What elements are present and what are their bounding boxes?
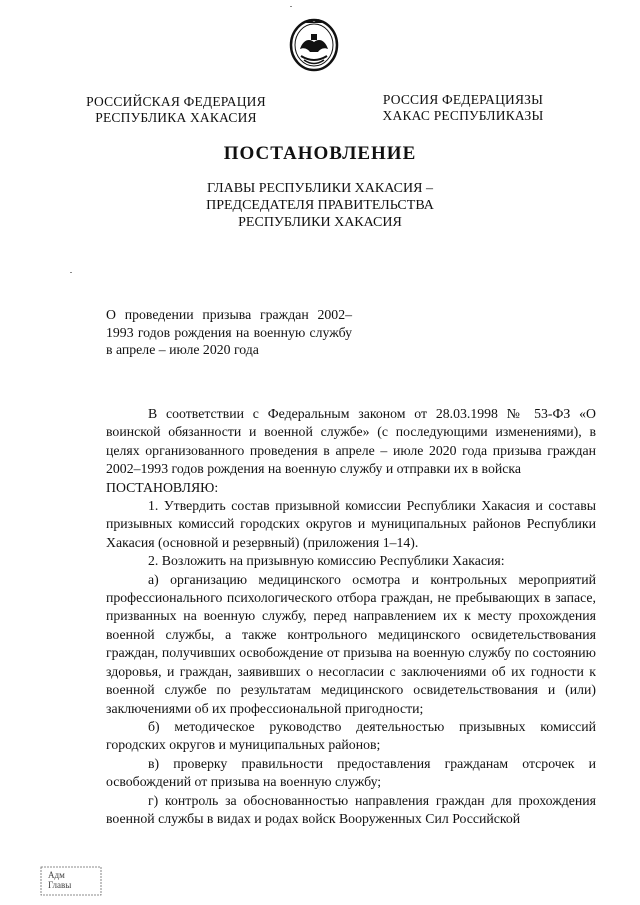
document-type-title: ПОСТАНОВЛЕНИЕ <box>223 143 417 164</box>
body-item-1: 1. Утвердить состав призывной комиссии Республики Хакасия и составы призывных комиссий городских округов и муниципальных районов Республики Хакасия (основной и резервный) (приложения 1–14). <box>106 498 596 550</box>
header-right-line-2: ХАКАС РЕСПУБЛИКАЗЫ <box>382 108 544 123</box>
body-item-2d: г) контроль за обоснованностью направления граждан для прохождения военной службы в видах и родах войск Вооруженных Сил Российской <box>106 792 596 826</box>
body-item-2b: б) методическое руководство деятельностью призывных комиссий городских округов и муниципальных районов; <box>106 718 596 753</box>
issuer-line-2: ПРЕДСЕДАТЕЛЯ ПРАВИТЕЛЬСТВА <box>206 198 434 213</box>
body-item-2c: в) проверку правильности предоставления гражданам отсрочек и освобождений от призыва на военную службу; <box>106 755 596 790</box>
body-item-2a: а) организацию медицинского осмотра и контрольных мероприятий профессионального психологического отбора граждан, не пребывающих в запасе, призванных на военную службу, перед направлением их к месту прохождения военной службы, а также контрольного медицинского освидетельствования граждан, получивших освобождение от призыва на военную службу по состоянию здоровья, и граждан, заявивших о несогласии с заключениями об их годности к военной службе по результатам медицинского освидетельствования и (или) заключениями об их профессиональной пригодности; <box>106 571 596 716</box>
header-left-line-2: РЕСПУБЛИКА ХАКАСИЯ <box>95 110 257 125</box>
header-left <box>86 94 266 126</box>
body-decree-word: ПОСТАНОВЛЯЮ: <box>106 479 219 495</box>
header-left-line-1: РОССИЙСКАЯ ФЕДЕРАЦИЯ <box>86 94 266 109</box>
stamp-line-1: Адм <box>48 870 65 880</box>
header-right-line-1: РОССИЯ ФЕДЕРАЦИЯЗЫ <box>382 92 544 107</box>
scan-speck <box>70 272 72 273</box>
stamp-text <box>44 870 71 890</box>
body-item-2: 2. Возложить на призывную комиссию Республики Хакасия: <box>148 553 505 569</box>
document-issuer <box>0 180 640 231</box>
header-right <box>373 92 553 124</box>
document-subject: О проведении призыва граждан 2002–1993 годов рождения на военную службу в апреле – июле 2020 года <box>106 307 352 357</box>
republic-emblem-icon <box>289 18 339 72</box>
issuer-line-3: РЕСПУБЛИКИ ХАКАСИЯ <box>238 215 402 230</box>
body-preamble: В соответствии с Федеральным законом от 28.03.1998 № 53-ФЗ «О воинской обязанности и военной службе» (с последующими изменениями), в целях организованного проведения в апреле – июле 2020 года призыва граждан 2002–1993 годов рождения на военную службу и отправки их в войска <box>106 406 596 477</box>
issuer-line-1: ГЛАВЫ РЕСПУБЛИКИ ХАКАСИЯ – <box>207 181 433 196</box>
stamp-line-2: Главы <box>48 880 72 890</box>
scan-speck <box>290 6 292 7</box>
document-body <box>106 405 596 828</box>
